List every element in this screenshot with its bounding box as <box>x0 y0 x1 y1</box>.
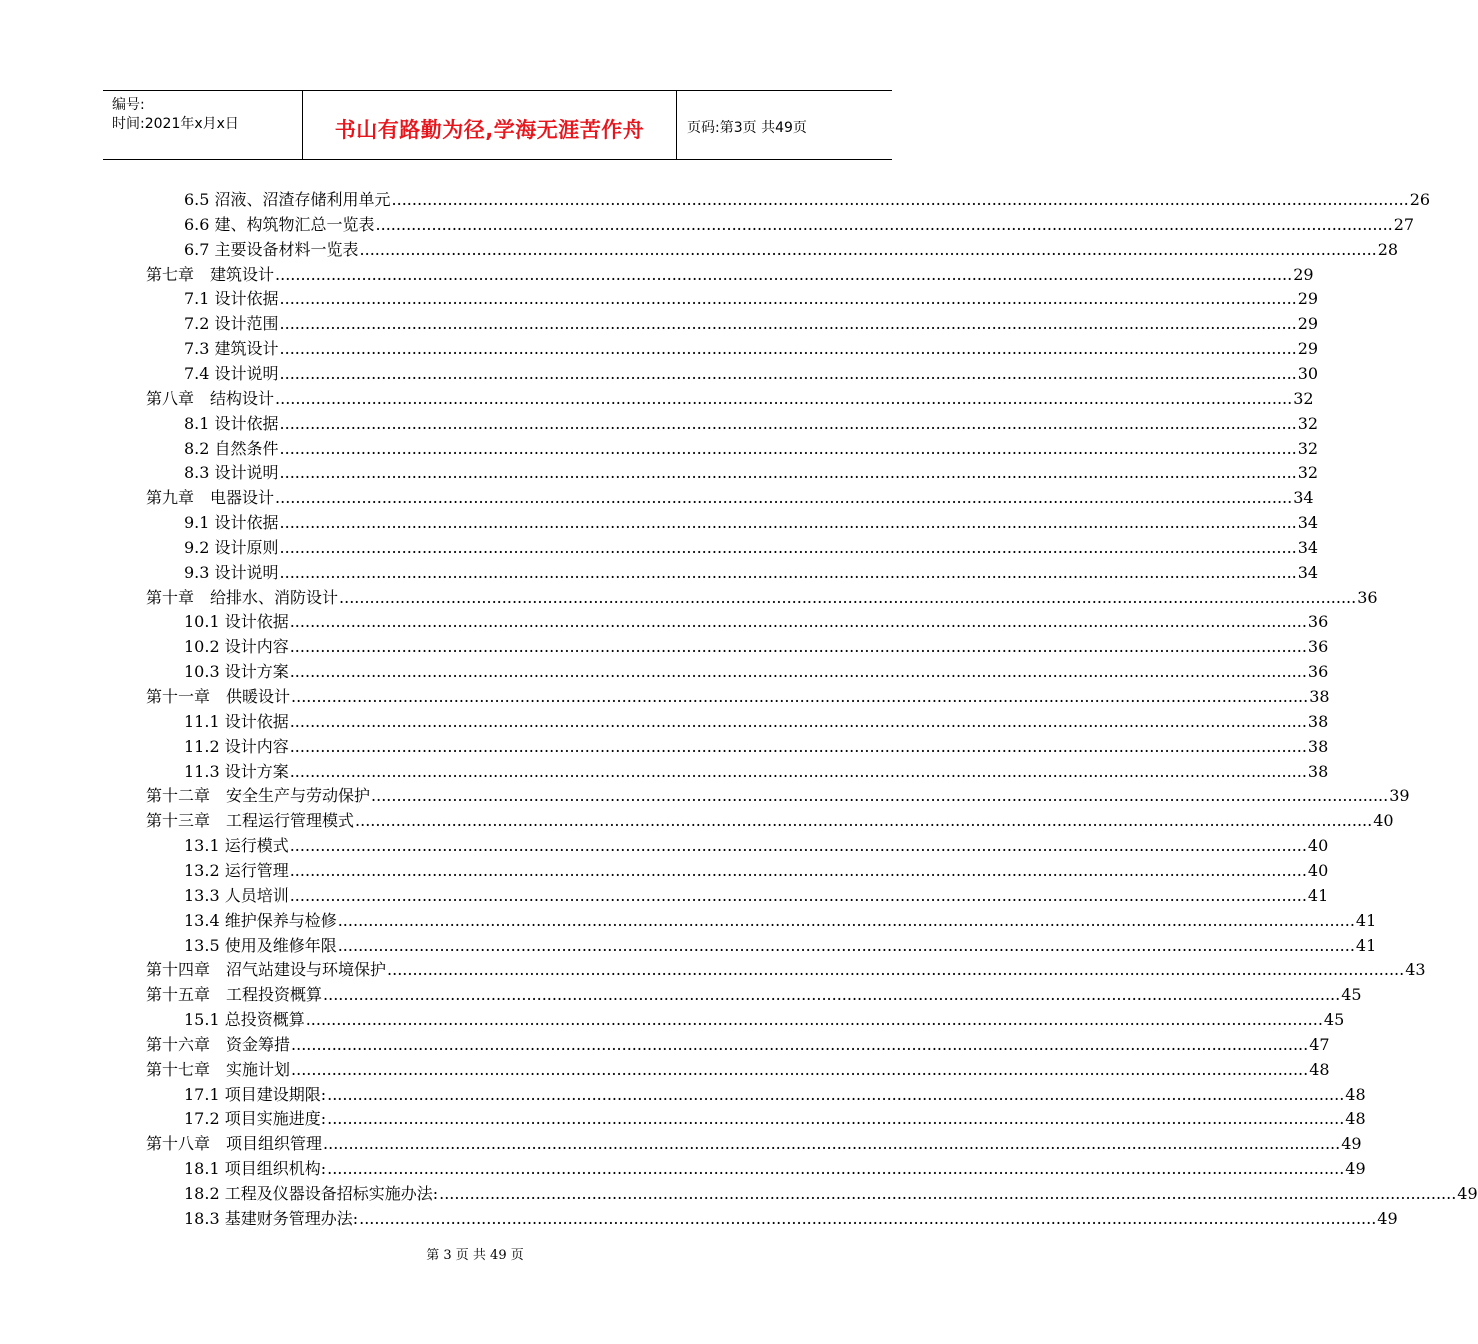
toc-entry-title: 第九章 电器设计 <box>146 488 275 508</box>
toc-leader-dots: ........................................................................................................................................................................................................ <box>279 289 1297 309</box>
toc-entry-title: 10.1 设计依据 <box>184 612 289 632</box>
toc-entry-title: 13.2 运行管理 <box>184 860 289 880</box>
toc-entry-page: 36 <box>1307 612 1329 632</box>
toc-leader-dots: ........................................................................................................................................................................................................ <box>439 1184 1457 1203</box>
toc-section-entry[interactable] <box>184 458 1319 483</box>
toc-entry-page: 40 <box>1307 836 1329 856</box>
toc-section-entry[interactable] <box>184 359 1319 384</box>
toc-section-entry[interactable] <box>184 1179 1478 1204</box>
toc-entry-page: 40 <box>1307 860 1329 880</box>
toc-entry-title: 18.3 基建财务管理办法: <box>184 1208 359 1228</box>
toc-leader-dots: ........................................................................................................................................................................................................ <box>275 264 1293 284</box>
toc-chapter-entry[interactable] <box>146 384 1314 409</box>
toc-entry-page: 40 <box>1373 811 1394 831</box>
toc-entry-title: 13.4 维护保养与检修 <box>184 910 337 930</box>
toc-entry-page: 29 <box>1297 339 1319 359</box>
toc-chapter-entry[interactable] <box>146 260 1314 285</box>
toc-leader-dots: ........................................................................................................................................................................................................ <box>289 736 1307 756</box>
toc-entry-title: 8.3 设计说明 <box>184 463 279 483</box>
toc-section-entry[interactable] <box>184 931 1377 956</box>
toc-chapter-entry[interactable] <box>146 483 1314 508</box>
toc-entry-title: 9.1 设计依据 <box>184 513 279 533</box>
header-info-cell <box>103 91 303 159</box>
toc-leader-dots: ........................................................................................................................................................................................................ <box>279 413 1297 433</box>
toc-section-entry[interactable] <box>184 632 1329 657</box>
toc-entry-title: 11.3 设计方案 <box>184 761 289 781</box>
toc-leader-dots: ........................................................................................................................................................................................................ <box>375 214 1393 234</box>
toc-entry-page: 29 <box>1297 289 1319 309</box>
toc-section-entry[interactable] <box>184 1080 1366 1105</box>
toc-entry-title: 6.5 沼液、沼渣存储利用单元 <box>184 190 391 209</box>
toc-leader-dots: ........................................................................................................................................................................................................ <box>323 1134 1341 1154</box>
toc-entry-title: 7.3 建筑设计 <box>184 339 279 359</box>
toc-leader-dots: ........................................................................................................................................................................................................ <box>327 1109 1345 1129</box>
toc-entry-title: 17.2 项目实施进度: <box>184 1109 327 1129</box>
toc-entry-title: 第十五章 工程投资概算 <box>146 985 323 1005</box>
toc-leader-dots: ........................................................................................................................................................................................................ <box>359 1208 1377 1228</box>
toc-entry-title: 第十四章 沼气站建设与环境保护 <box>146 960 387 980</box>
toc-entry-page: 32 <box>1293 388 1314 408</box>
toc-entry-title: 9.2 设计原则 <box>184 537 279 557</box>
toc-entry-title: 第十二章 安全生产与劳动保护 <box>146 786 371 806</box>
toc-entry-page: 45 <box>1323 1010 1345 1030</box>
toc-section-entry[interactable] <box>184 831 1329 856</box>
toc-entry-title: 第十八章 项目组织管理 <box>146 1134 323 1154</box>
toc-entry-title: 第十章 给排水、消防设计 <box>146 587 339 607</box>
toc-chapter-entry[interactable] <box>146 682 1330 707</box>
toc-entry-title: 7.4 设计说明 <box>184 363 279 383</box>
toc-entry-page: 34 <box>1293 488 1314 508</box>
toc-section-entry[interactable] <box>184 881 1329 906</box>
toc-entry-title: 第十一章 供暖设计 <box>146 687 291 706</box>
header-page-info: 页码:第3页 共49页 <box>687 120 807 136</box>
toc-entry-title: 13.5 使用及维修年限 <box>184 935 337 955</box>
toc-entry-page: 36 <box>1307 662 1329 682</box>
toc-leader-dots: ........................................................................................................................................................................................................ <box>289 637 1307 657</box>
toc-chapter-entry[interactable] <box>146 1129 1362 1154</box>
toc-chapter-entry[interactable] <box>146 1055 1330 1080</box>
toc-entry-page: 32 <box>1297 463 1319 483</box>
document-number-label: 编号: <box>112 97 145 113</box>
toc-entry-page: 39 <box>1389 786 1410 806</box>
toc-leader-dots: ........................................................................................................................................................................................................ <box>289 662 1307 682</box>
toc-section-entry[interactable] <box>184 508 1319 533</box>
toc-section-entry[interactable] <box>184 1005 1345 1030</box>
toc-entry-page: 32 <box>1297 413 1319 433</box>
toc-section-entry[interactable] <box>184 284 1319 309</box>
toc-entry-page: 26 <box>1409 190 1431 209</box>
toc-entry-title: 第十七章 实施计划 <box>146 1059 291 1079</box>
toc-leader-dots: ........................................................................................................................................................................................................ <box>289 761 1307 781</box>
toc-entry-title: 第七章 建筑设计 <box>146 264 275 284</box>
toc-entry-page: 28 <box>1377 239 1399 259</box>
toc-entry-page: 34 <box>1297 562 1319 582</box>
toc-entry-page: 49 <box>1377 1208 1398 1228</box>
toc-entry-title: 10.2 设计内容 <box>184 637 289 657</box>
toc-chapter-entry[interactable] <box>146 806 1394 831</box>
toc-leader-dots: ........................................................................................................................................................................................................ <box>289 711 1307 731</box>
toc-entry-page: 48 <box>1309 1059 1330 1079</box>
toc-entry-page: 48 <box>1345 1109 1366 1129</box>
toc-leader-dots: ........................................................................................................................................................................................................ <box>355 811 1373 831</box>
toc-entry-title: 7.2 设计范围 <box>184 314 279 334</box>
toc-entry-page: 49 <box>1345 1159 1366 1179</box>
toc-entry-page: 34 <box>1297 513 1319 533</box>
toc-section-entry[interactable] <box>184 707 1329 732</box>
toc-chapter-entry[interactable] <box>146 980 1362 1005</box>
toc-entry-page: 41 <box>1307 885 1329 905</box>
toc-entry-title: 10.3 设计方案 <box>184 662 289 682</box>
header-motto: 书山有路勤为径,学海无涯苦作舟 <box>334 118 645 142</box>
toc-entry-title: 9.3 设计说明 <box>184 562 279 582</box>
toc-section-entry[interactable] <box>184 533 1319 558</box>
toc-chapter-entry[interactable] <box>146 1030 1330 1055</box>
toc-section-entry[interactable] <box>184 309 1319 334</box>
toc-leader-dots: ........................................................................................................................................................................................................ <box>279 513 1297 533</box>
toc-leader-dots: ........................................................................................................................................................................................................ <box>291 1059 1309 1079</box>
toc-entry-title: 17.1 项目建设期限: <box>184 1084 327 1104</box>
toc-leader-dots: ........................................................................................................................................................................................................ <box>279 562 1297 582</box>
toc-entry-page: 48 <box>1345 1084 1366 1104</box>
toc-entry-page: 49 <box>1341 1134 1362 1154</box>
toc-leader-dots: ........................................................................................................................................................................................................ <box>337 910 1355 930</box>
toc-entry-page: 38 <box>1307 761 1329 781</box>
toc-leader-dots: ........................................................................................................................................................................................................ <box>323 985 1341 1005</box>
toc-entry-page: 41 <box>1355 910 1377 930</box>
toc-leader-dots: ........................................................................................................................................................................................................ <box>279 463 1297 483</box>
toc-entry-title: 11.1 设计依据 <box>184 711 289 731</box>
toc-entry-title: 8.2 自然条件 <box>184 438 279 458</box>
toc-entry-title: 18.1 项目组织机构: <box>184 1159 327 1179</box>
toc-entry-title: 6.7 主要设备材料一览表 <box>184 239 359 259</box>
toc-entry-title: 11.2 设计内容 <box>184 736 289 756</box>
toc-section-entry[interactable] <box>184 757 1329 782</box>
toc-entry-title: 7.1 设计依据 <box>184 289 279 309</box>
toc-entry-page: 29 <box>1293 264 1314 284</box>
toc-leader-dots: ........................................................................................................................................................................................................ <box>387 960 1405 980</box>
document-date-label: 时间:2021年x月x日 <box>112 116 239 132</box>
toc-section-entry[interactable] <box>184 732 1329 757</box>
toc-leader-dots: ........................................................................................................................................................................................................ <box>289 612 1307 632</box>
toc-entry-title: 第十六章 资金筹措 <box>146 1034 291 1054</box>
toc-leader-dots: ........................................................................................................................................................................................................ <box>275 388 1293 408</box>
toc-leader-dots: ........................................................................................................................................................................................................ <box>279 438 1297 458</box>
toc-entry-page: 45 <box>1341 985 1362 1005</box>
toc-leader-dots: ........................................................................................................................................................................................................ <box>337 935 1355 955</box>
toc-section-entry[interactable] <box>184 185 1431 210</box>
toc-entry-page: 38 <box>1307 736 1329 756</box>
toc-entry-title: 13.1 运行模式 <box>184 836 289 856</box>
toc-section-entry[interactable] <box>184 235 1399 260</box>
toc-section-entry[interactable] <box>184 856 1329 881</box>
toc-leader-dots: ........................................................................................................................................................................................................ <box>279 339 1297 359</box>
toc-section-entry[interactable] <box>184 409 1319 434</box>
toc-chapter-entry[interactable] <box>146 955 1426 980</box>
toc-leader-dots: ........................................................................................................................................................................................................ <box>279 363 1297 383</box>
toc-section-entry[interactable] <box>184 1154 1366 1179</box>
toc-entry-title: 13.3 人员培训 <box>184 885 289 905</box>
toc-entry-page: 49 <box>1457 1184 1478 1203</box>
toc-leader-dots: ........................................................................................................................................................................................................ <box>305 1010 1323 1030</box>
toc-section-entry[interactable] <box>184 1204 1398 1229</box>
toc-entry-page: 34 <box>1297 537 1319 557</box>
toc-leader-dots: ........................................................................................................................................................................................................ <box>279 537 1297 557</box>
toc-entry-page: 27 <box>1393 214 1415 234</box>
toc-entry-page: 36 <box>1357 587 1378 607</box>
toc-leader-dots: ........................................................................................................................................................................................................ <box>289 860 1307 880</box>
toc-entry-page: 38 <box>1309 687 1330 706</box>
toc-chapter-entry[interactable] <box>146 781 1410 806</box>
toc-section-entry[interactable] <box>184 434 1319 459</box>
toc-entry-title: 15.1 总投资概算 <box>184 1010 305 1030</box>
toc-leader-dots: ........................................................................................................................................................................................................ <box>327 1159 1345 1179</box>
header-motto-cell <box>303 91 677 159</box>
toc-entry-page: 43 <box>1405 960 1426 980</box>
toc-entry-page: 38 <box>1307 711 1329 731</box>
toc-section-entry[interactable] <box>184 607 1329 632</box>
header-page-cell <box>677 91 892 159</box>
toc-leader-dots: ........................................................................................................................................................................................................ <box>327 1084 1345 1104</box>
toc-section-entry[interactable] <box>184 558 1319 583</box>
toc-leader-dots: ........................................................................................................................................................................................................ <box>291 687 1309 706</box>
toc-section-entry[interactable] <box>184 657 1329 682</box>
toc-leader-dots: ........................................................................................................................................................................................................ <box>371 786 1389 806</box>
toc-section-entry[interactable] <box>184 210 1415 235</box>
toc-entry-page: 32 <box>1297 438 1319 458</box>
toc-entry-page: 29 <box>1297 314 1319 334</box>
toc-leader-dots: ........................................................................................................................................................................................................ <box>275 488 1293 508</box>
toc-entry-title: 第八章 结构设计 <box>146 388 275 408</box>
toc-entry-title: 18.2 工程及仪器设备招标实施办法: <box>184 1184 439 1203</box>
toc-entry-title: 8.1 设计依据 <box>184 413 279 433</box>
toc-section-entry[interactable] <box>184 334 1319 359</box>
toc-leader-dots: ........................................................................................................................................................................................................ <box>289 885 1307 905</box>
toc-leader-dots: ........................................................................................................................................................................................................ <box>279 314 1297 334</box>
toc-entry-title: 第十三章 工程运行管理模式 <box>146 811 355 831</box>
toc-entry-page: 30 <box>1297 363 1319 383</box>
toc-section-entry[interactable] <box>184 1104 1366 1129</box>
page-header <box>103 90 892 160</box>
toc-leader-dots: ........................................................................................................................................................................................................ <box>289 836 1307 856</box>
toc-entry-page: 36 <box>1307 637 1329 657</box>
toc-leader-dots: ........................................................................................................................................................................................................ <box>291 1034 1309 1054</box>
toc-section-entry[interactable] <box>184 906 1377 931</box>
toc-leader-dots: ........................................................................................................................................................................................................ <box>391 190 1409 209</box>
toc-entry-page: 47 <box>1309 1034 1330 1054</box>
toc-chapter-entry[interactable] <box>146 583 1378 608</box>
page-footer: 第 3 页 共 49 页 <box>426 1248 524 1263</box>
toc-entry-title: 6.6 建、构筑物汇总一览表 <box>184 214 375 234</box>
toc-entry-page: 41 <box>1355 935 1377 955</box>
toc-leader-dots: ........................................................................................................................................................................................................ <box>359 239 1377 259</box>
toc-leader-dots: ........................................................................................................................................................................................................ <box>339 587 1357 607</box>
